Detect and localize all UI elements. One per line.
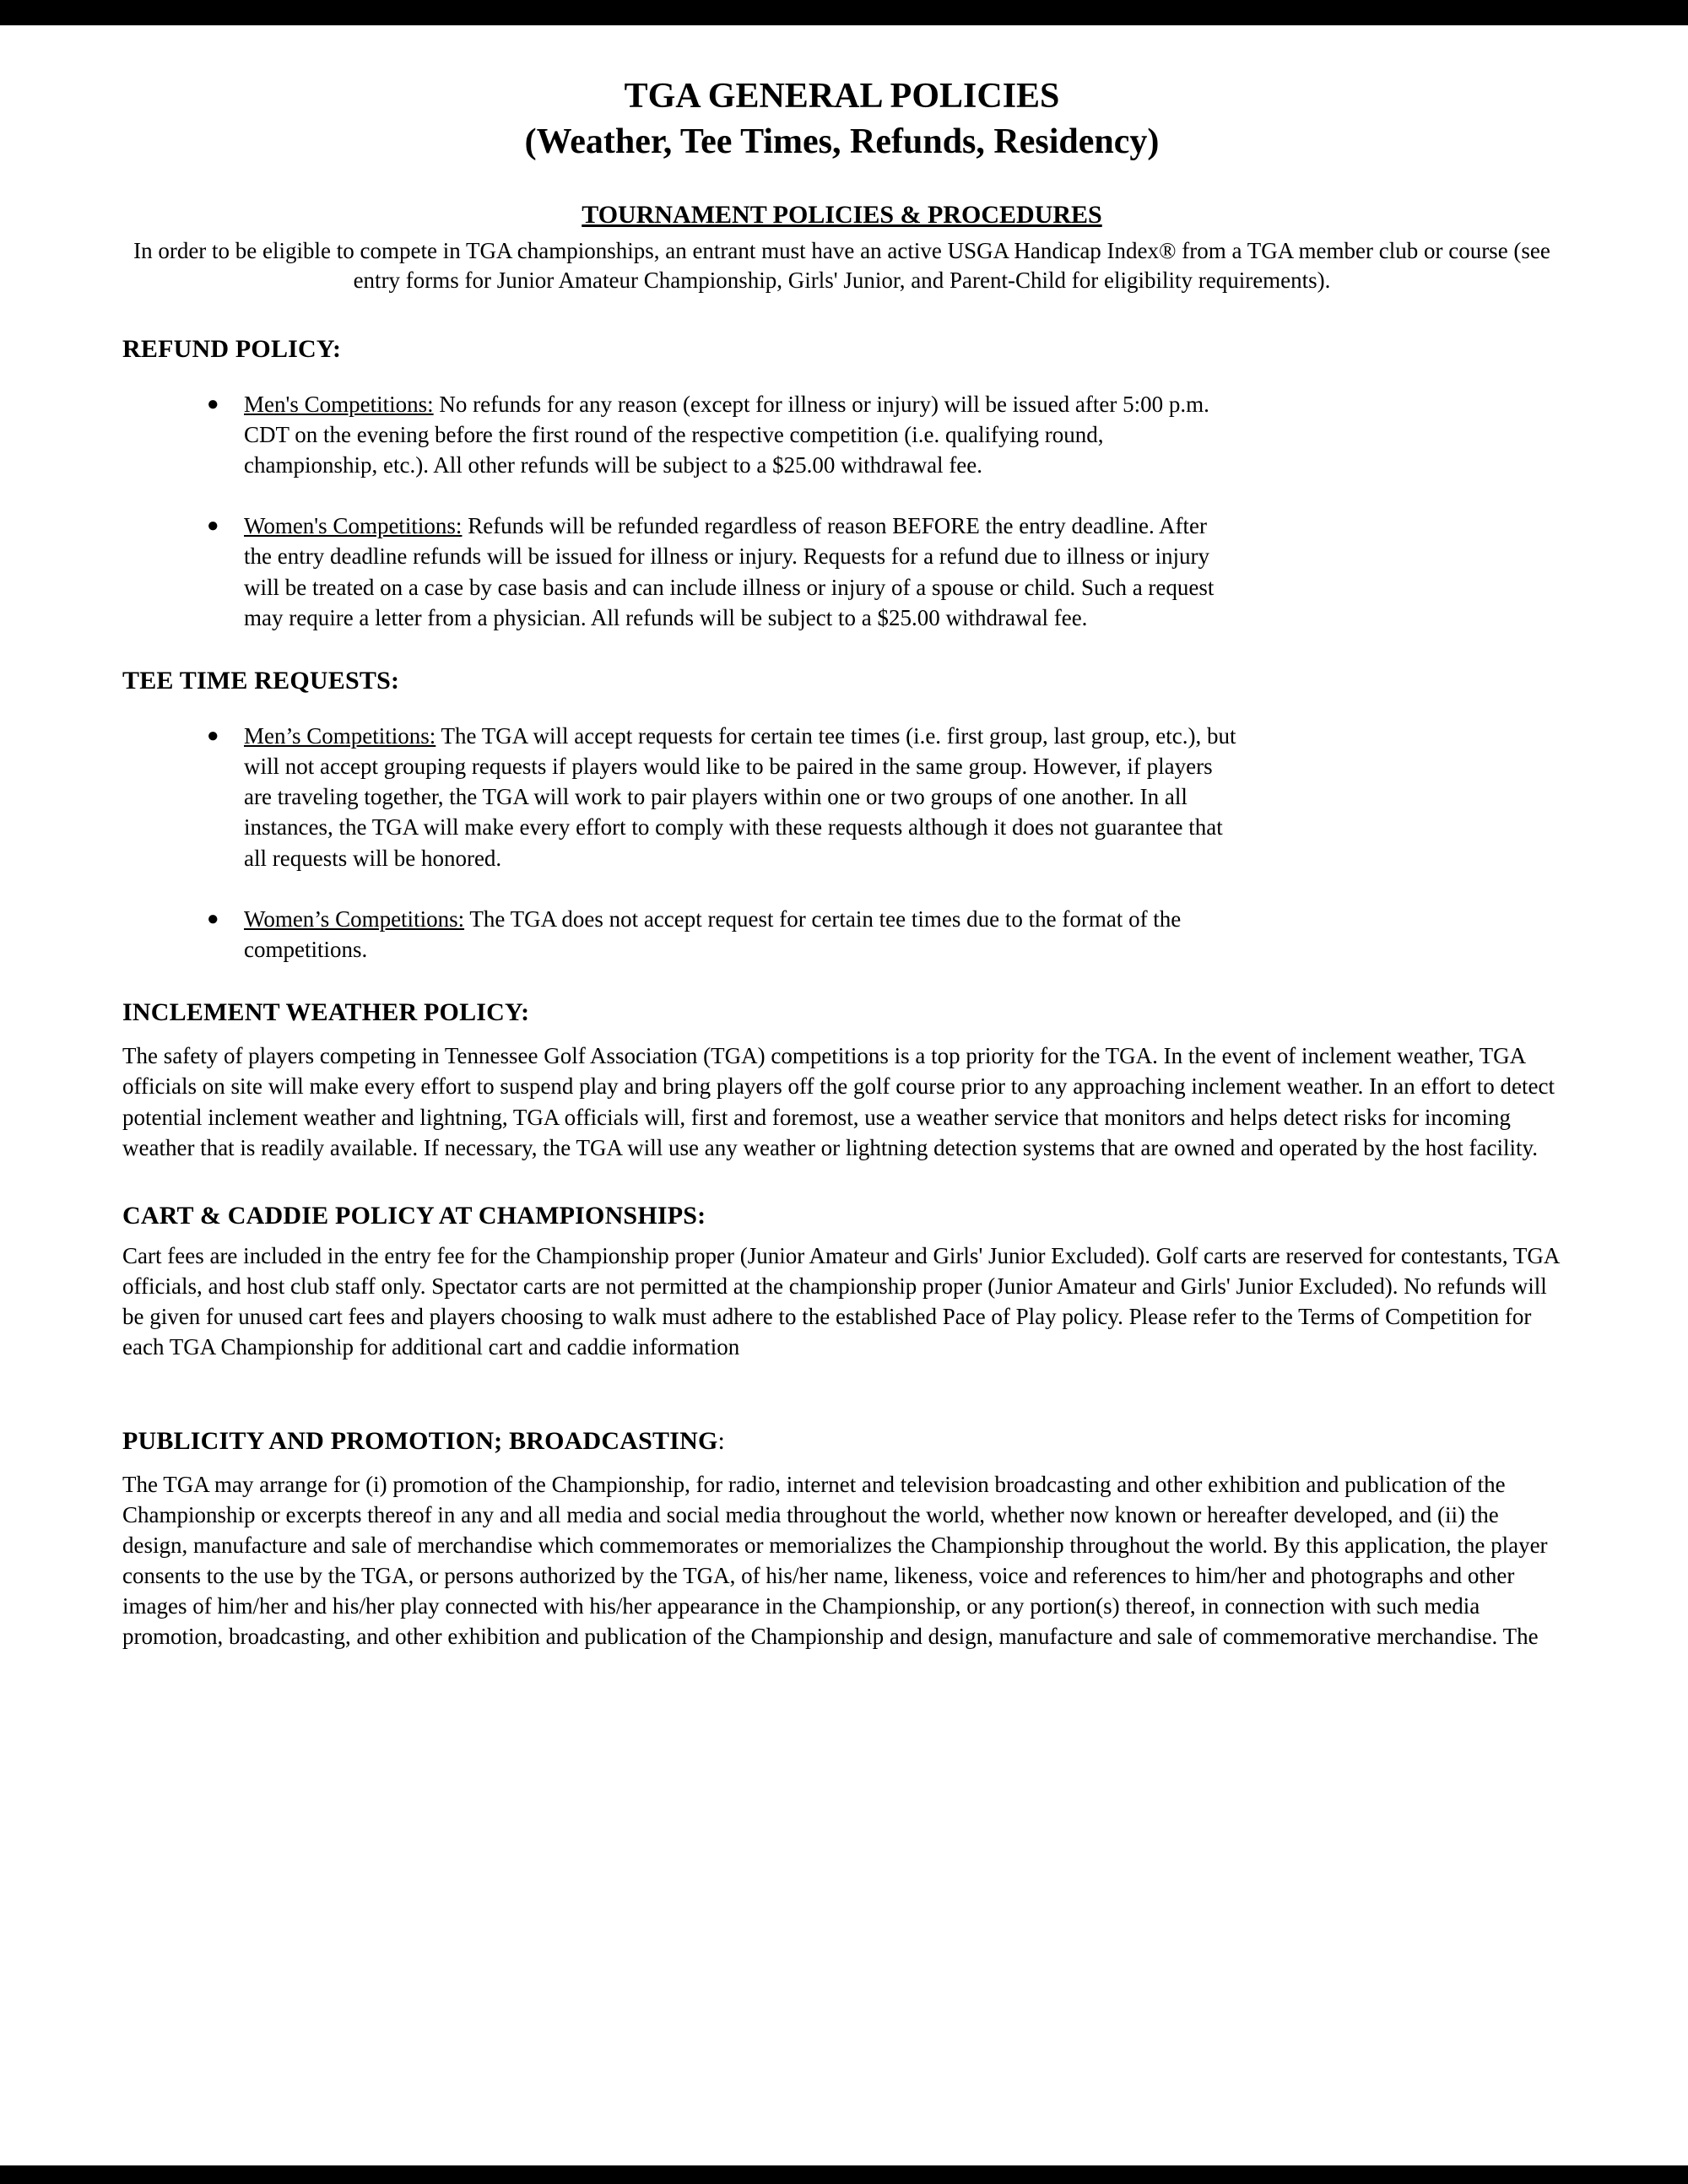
page-title	[122, 74, 1561, 165]
bullet-text	[244, 389, 1240, 481]
bullet-marker-icon: ●	[207, 724, 219, 747]
top-border	[0, 0, 1688, 25]
cart-caddie-paragraph: Cart fees are included in the entry fee for the Championship proper (Junior Amateur and Girls' Junior Excluded). Golf carts are reserved for contestants, TGA officials, and host club staff only. Spectator carts are not permitted at the championship proper (Junior Amateur and Girls' Junior Excluded). No refunds will be given for unused cart fees and players choosing to walk must adhere to the established Pace of Play policy. Please refer to the Terms of Competition for each TGA Championship for additional cart and caddie information	[122, 1242, 1559, 1360]
bottom-border	[0, 2165, 1688, 2184]
bullet-marker-icon: ●	[207, 515, 219, 538]
bullet-text	[244, 721, 1240, 873]
bullet-item	[207, 904, 1561, 965]
bullet-item	[207, 511, 1561, 633]
publicity-heading-colon: :	[717, 1426, 726, 1455]
bullet-body: Refunds will be refunded regardless of reason BEFORE the entry deadline. After the entry deadline refunds will be issued for illness or injury. Requests for a refund due to illness or injury will be treated on a case by case basis and can include illness or injury of a spouse or child. Such a request may require a letter from a physician. All refunds will be subject to a $25.00 withdrawal fee.	[244, 513, 1215, 630]
document-page	[0, 25, 1688, 2165]
weather-policy-paragraph: The safety of players competing in Tennessee Golf Association (TGA) competitions is a top priority for the TGA. In the event of inclement weather, TGA officials on site will make every effort to suspend play and bring players off the golf course prior to any approaching inclement weather. In an effort to detect potential inclement weather and lightning, TGA officials will, first and foremost, use a weather service that monitors and helps detect risks for incoming weather that is readily available. If necessary, the TGA will use any weather or lightning detection systems that are owned and operated by the host facility.	[122, 1043, 1555, 1160]
bullet-item	[207, 389, 1561, 481]
bullet-text	[244, 511, 1240, 633]
bullet-item	[207, 721, 1561, 873]
publicity-paragraph: The TGA may arrange for (i) promotion of the Championship, for radio, internet and television broadcasting and other exhibition and publication of the Championship or excerpts thereof in any and all media and social media throughout the world, whether now known or hereafter developed, and (ii) the design, manufacture and sale of merchandise which commemorates or memorializes the Championship throughout the world. By this application, the player consents to the use by the TGA, or persons authorized by the TGA, of his/her name, likeness, voice and references to him/her and photographs and other images of him/her and his/her play connected with his/her appearance in the Championship, or any portion(s) thereof, in connection with such media promotion, broadcasting, and other exhibition and publication of the Championship and design, manufacture and sale of commemorative merchandise. The	[122, 1471, 1548, 1650]
tournament-policies-heading: TOURNAMENT POLICIES & PROCEDURES	[582, 200, 1102, 229]
bullet-lead: Women's Competitions:	[244, 513, 463, 539]
page-title-line2: (Weather, Tee Times, Refunds, Residency)	[524, 122, 1160, 161]
refund-policy-section	[122, 335, 1561, 633]
bullet-marker-icon: ●	[207, 907, 219, 930]
cart-caddie-section	[122, 1202, 1561, 1363]
tee-time-heading: TEE TIME REQUESTS:	[122, 666, 400, 695]
weather-policy-section	[122, 998, 1561, 1163]
bullet-body: The TGA will accept requests for certain tee times (i.e. first group, last group, etc.), but will not accept grouping requests if players would like to be paired in the same group. However, if players are traveling together, the TGA will work to pair players within one or two groups of one another. In all instances, the TGA will make every effort to comply with these requests although it does not guarantee that all requests will be honored.	[244, 722, 1236, 871]
publicity-heading	[122, 1427, 1561, 1456]
bullet-lead: Men’s Competitions:	[244, 722, 436, 749]
refund-policy-bullets	[122, 389, 1561, 633]
bullet-marker-icon: ●	[207, 392, 219, 415]
weather-policy-heading: INCLEMENT WEATHER POLICY:	[122, 998, 530, 1027]
bullet-lead: Women’s Competitions:	[244, 905, 465, 932]
bullet-lead: Men's Competitions:	[244, 391, 434, 417]
bullet-text	[244, 904, 1240, 965]
tee-time-bullets	[122, 721, 1561, 965]
cart-caddie-heading: CART & CADDIE POLICY AT CHAMPIONSHIPS:	[122, 1201, 706, 1230]
page-title-line1: TGA GENERAL POLICIES	[624, 77, 1060, 116]
intro-paragraph: In order to be eligible to compete in TGA championships, an entrant must have an active USGA Handicap Index® from a TGA member club or course (see entry forms for Junior Amateur Championship, Girls' Junior, and Parent-Child for eligibility requirements).	[133, 237, 1550, 294]
tee-time-section	[122, 667, 1561, 965]
bullet-body: The TGA does not accept request for certain tee times due to the format of the competitions.	[244, 905, 1182, 962]
refund-policy-heading: REFUND POLICY:	[122, 334, 342, 363]
publicity-heading-text: PUBLICITY AND PROMOTION; BROADCASTING	[122, 1426, 718, 1455]
bullet-body: No refunds for any reason (except for illness or injury) will be issued after 5:00 p.m. CDT on the evening before the first round of the respective competition (i.e. qualifying round, championship, etc.). All other refunds will be subject to a $25.00 withdrawal fee.	[244, 391, 1209, 478]
publicity-section	[122, 1427, 1561, 1652]
